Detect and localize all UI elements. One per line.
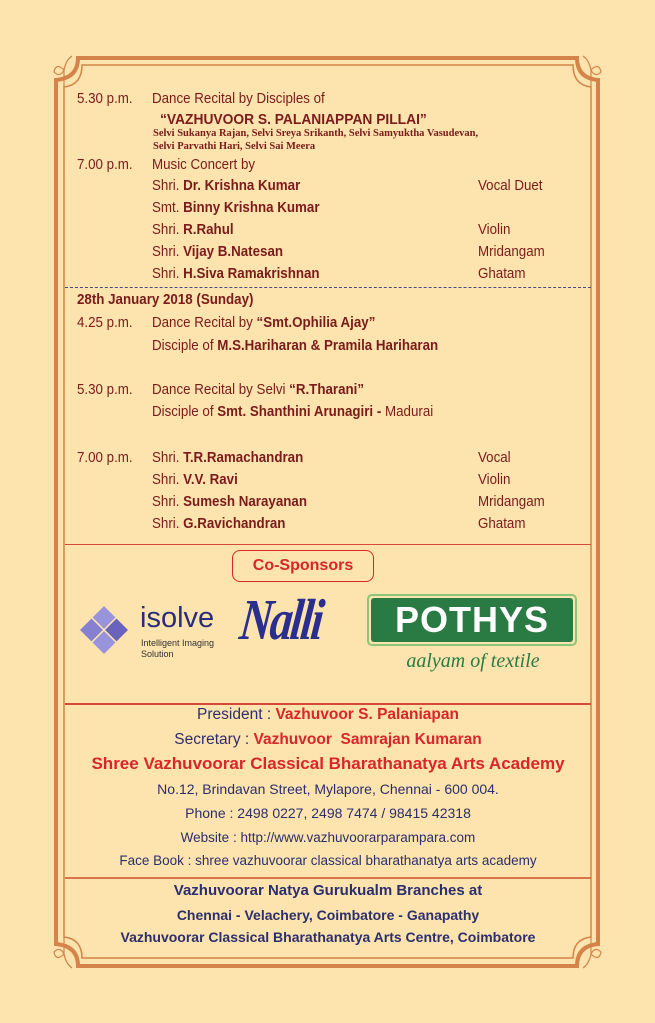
artist-title: Shri. bbox=[152, 266, 180, 282]
event-desc-text: Dance Recital by Selvi bbox=[152, 382, 290, 398]
section-divider bbox=[65, 877, 591, 879]
time-label: 7.00 p.m. bbox=[77, 450, 133, 466]
artist-title: Shri. bbox=[152, 222, 180, 238]
artist-title: Smt. bbox=[152, 200, 180, 216]
artist-title: Shri. bbox=[152, 178, 180, 194]
artist-role: Ghatam bbox=[478, 516, 526, 532]
artist-row bbox=[152, 222, 234, 238]
event-desc-text: Dance Recital by bbox=[152, 315, 257, 331]
artist-name: H.Siva Ramakrishnan bbox=[183, 266, 320, 282]
artist-role: Vocal Duet bbox=[478, 178, 543, 194]
branches-line-2: Vazhuvoorar Classical Bharathanatya Arts Centre, Coimbatore bbox=[120, 929, 536, 945]
artist-role: Violin bbox=[478, 472, 511, 488]
artist-role: Vocal bbox=[478, 450, 511, 466]
time-label: 5.30 p.m. bbox=[77, 382, 133, 398]
artist-name: “R.Tharani” bbox=[289, 382, 365, 398]
disciple-line bbox=[152, 404, 433, 420]
disciples-line-1: Selvi Sukanya Rajan, Selvi Sreya Srikanth, Selvi Samyuktha Vasudevan, bbox=[153, 128, 479, 139]
artist-name: Sumesh Narayanan bbox=[183, 494, 307, 510]
artist-title: Shri. bbox=[152, 516, 180, 532]
artist-title: Shri. bbox=[152, 472, 180, 488]
co-sponsors-heading: Co-Sponsors bbox=[232, 550, 374, 582]
artist-row bbox=[152, 200, 320, 216]
artist-row bbox=[152, 450, 303, 466]
artist-name: G.Ravichandran bbox=[183, 516, 286, 532]
artist-row bbox=[152, 244, 283, 260]
isolve-logo-icon bbox=[78, 604, 130, 656]
artist-name: Binny Krishna Kumar bbox=[183, 200, 320, 216]
address: No.12, Brindavan Street, Mylapore, Chennai - 600 004. bbox=[157, 781, 499, 797]
time-label: 7.00 p.m. bbox=[77, 157, 133, 173]
artist-row bbox=[152, 178, 300, 194]
secretary-line bbox=[65, 731, 591, 749]
secretary-name: Vazhuvoor Samrajan Kumaran bbox=[253, 731, 482, 748]
pothys-logo bbox=[367, 594, 577, 646]
artist-name: T.R.Ramachandran bbox=[183, 450, 304, 466]
artist-row bbox=[152, 516, 285, 532]
branches-line-1: Chennai - Velachery, Coimbatore - Ganapathy bbox=[176, 907, 480, 923]
disciple-of-text: Disciple of bbox=[152, 404, 218, 420]
artist-name: R.Rahul bbox=[183, 222, 234, 238]
secretary-label: Secretary : bbox=[174, 731, 254, 748]
section-divider bbox=[65, 544, 591, 545]
artist-title: Shri. bbox=[152, 450, 180, 466]
facebook-link[interactable]: Face Book : shree vazhuvoorar classical bharathanatya arts academy bbox=[119, 853, 537, 868]
event-description bbox=[152, 382, 364, 398]
artist-role: Violin bbox=[478, 222, 511, 238]
isolve-tagline-1: Intelligent Imaging bbox=[141, 638, 215, 648]
disciples-line-2: Selvi Parvathi Hari, Selvi Sai Meera bbox=[153, 141, 316, 152]
guru-name: M.S.Hariharan & Pramila Hariharan bbox=[217, 338, 439, 354]
pothys-tagline: aalyam of textile bbox=[406, 650, 540, 672]
section-divider bbox=[65, 703, 591, 705]
artist-name: Vijay B.Natesan bbox=[183, 244, 284, 260]
event-description bbox=[152, 315, 375, 331]
day-divider bbox=[65, 287, 591, 288]
place-text: Madurai bbox=[381, 404, 434, 420]
academy-name: Shree Vazhuvoorar Classical Bharathanatya Arts Academy bbox=[91, 754, 565, 773]
artist-name: Dr. Krishna Kumar bbox=[183, 178, 301, 194]
artist-row bbox=[152, 472, 238, 488]
president-label: President : bbox=[197, 706, 276, 723]
artist-name: V.V. Ravi bbox=[183, 472, 238, 488]
artist-role: Mridangam bbox=[478, 244, 545, 260]
artist-title: Shri. bbox=[152, 244, 180, 260]
event-description: Dance Recital by Disciples of bbox=[152, 91, 325, 107]
pothys-logo-text: POTHYS bbox=[371, 598, 573, 642]
artist-role: Ghatam bbox=[478, 266, 526, 282]
isolve-tagline-2: Solution bbox=[141, 649, 174, 659]
artist-row bbox=[152, 494, 307, 510]
time-label: 5.30 p.m. bbox=[77, 91, 133, 107]
time-label: 4.25 p.m. bbox=[77, 315, 133, 331]
president-name: Vazhuvoor S. Palaniapan bbox=[275, 706, 459, 723]
event-description: Music Concert by bbox=[152, 157, 256, 173]
artist-role: Mridangam bbox=[478, 494, 545, 510]
artist-name: “Smt.Ophilia Ajay” bbox=[256, 315, 376, 331]
disciple-of-text: Disciple of bbox=[152, 338, 218, 354]
disciple-line bbox=[152, 338, 438, 354]
nalli-logo-text: Nalli bbox=[236, 587, 326, 652]
phone: Phone : 2498 0227, 2498 7474 / 98415 42318 bbox=[185, 805, 471, 821]
president-line bbox=[65, 706, 591, 724]
website-link[interactable]: Website : http://www.vazhuvoorarparampara.com bbox=[180, 830, 476, 845]
guru-name: “VAZHUVOOR S. PALANIAPPAN PILLAI” bbox=[160, 111, 427, 128]
artist-title: Shri. bbox=[152, 494, 180, 510]
isolve-logo-text: isolve bbox=[140, 602, 215, 634]
artist-row bbox=[152, 266, 320, 282]
branches-heading: Vazhuvoorar Natya Gurukualm Branches at bbox=[173, 882, 483, 899]
day2-date-heading: 28th January 2018 (Sunday) bbox=[77, 292, 254, 308]
guru-name: Smt. Shanthini Arunagiri - bbox=[217, 404, 382, 420]
